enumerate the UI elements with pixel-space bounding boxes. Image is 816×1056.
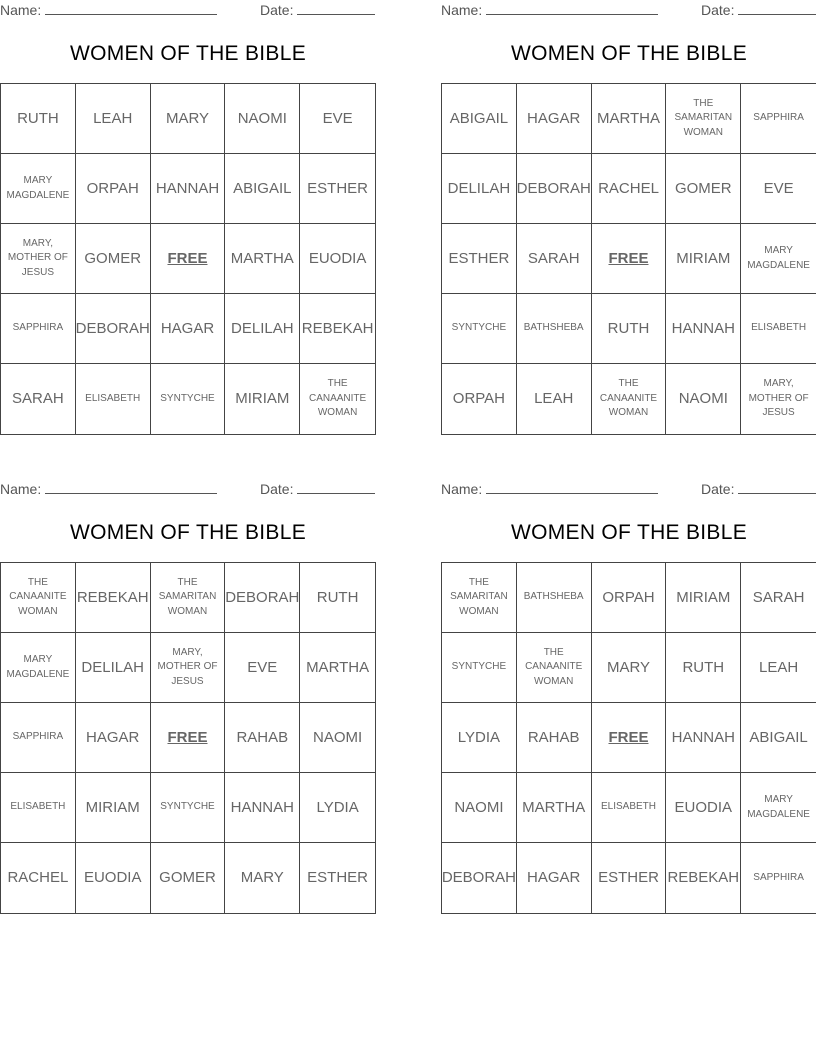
- bingo-cell[interactable]: LYDIA: [300, 773, 375, 843]
- bingo-cell[interactable]: DEBORAH: [76, 294, 151, 364]
- bingo-cell[interactable]: HAGAR: [517, 843, 592, 913]
- bingo-cell[interactable]: THE CANAANITE WOMAN: [308, 378, 367, 419]
- bingo-cell[interactable]: ESTHER: [300, 154, 375, 224]
- date-label: Date:: [260, 481, 294, 497]
- bingo-cell[interactable]: LYDIA: [442, 703, 517, 773]
- bingo-cell[interactable]: ELISABETH: [76, 364, 151, 434]
- bingo-cell[interactable]: NAOMI: [300, 703, 375, 773]
- bingo-cell[interactable]: ABIGAIL: [442, 84, 517, 154]
- bingo-cell[interactable]: RUTH: [1, 84, 76, 154]
- card-header: [441, 479, 816, 499]
- bingo-cell[interactable]: RAHAB: [225, 703, 300, 773]
- bingo-cell[interactable]: THE SAMARITAN WOMAN: [666, 84, 741, 154]
- bingo-cell[interactable]: MIRIAM: [666, 563, 741, 633]
- date-label: Date:: [260, 2, 294, 18]
- bingo-cell[interactable]: MARY, MOTHER OF JESUS: [1, 224, 76, 294]
- bingo-cell[interactable]: MARY: [225, 843, 300, 913]
- bingo-cell[interactable]: MARY: [151, 84, 226, 154]
- bingo-cell[interactable]: SYNTYCHE: [442, 294, 517, 364]
- bingo-cell[interactable]: MARTHA: [517, 773, 592, 843]
- bingo-cell[interactable]: ESTHER: [592, 843, 667, 913]
- bingo-cell[interactable]: DEBORAH: [517, 154, 592, 224]
- bingo-cell[interactable]: ORPAH: [442, 364, 517, 434]
- bingo-cell[interactable]: REBEKAH: [76, 563, 151, 633]
- bingo-grid: [441, 83, 816, 435]
- bingo-cell[interactable]: RUTH: [666, 633, 741, 703]
- bingo-cell[interactable]: LEAH: [517, 364, 592, 434]
- bingo-cell[interactable]: ELISABETH: [1, 773, 76, 843]
- bingo-cell[interactable]: MIRIAM: [666, 224, 741, 294]
- bingo-cell[interactable]: EVE: [741, 154, 816, 224]
- bingo-cell[interactable]: EUODIA: [76, 843, 151, 913]
- bingo-cell[interactable]: GOMER: [151, 843, 226, 913]
- name-blank-line[interactable]: [45, 481, 217, 494]
- name-blank-line[interactable]: [45, 2, 217, 15]
- date-blank-line[interactable]: [297, 481, 375, 494]
- bingo-cell[interactable]: MARTHA: [225, 224, 300, 294]
- bingo-cell[interactable]: BATHSHEBA: [517, 294, 592, 364]
- bingo-cell[interactable]: SARAH: [517, 224, 592, 294]
- bingo-cell[interactable]: THE CANAANITE WOMAN: [1, 563, 76, 633]
- bingo-cell[interactable]: GOMER: [76, 224, 151, 294]
- bingo-cell[interactable]: NAOMI: [442, 773, 517, 843]
- bingo-cell[interactable]: RACHEL: [1, 843, 76, 913]
- card-title: WOMEN OF THE BIBLE: [69, 521, 307, 544]
- bingo-cell[interactable]: RUTH: [592, 294, 667, 364]
- bingo-cell[interactable]: SYNTYCHE: [151, 773, 226, 843]
- bingo-cell[interactable]: THE CANAANITE WOMAN: [517, 633, 592, 703]
- bingo-cell[interactable]: HANNAH: [151, 154, 226, 224]
- bingo-cell[interactable]: MIRIAM: [225, 364, 300, 434]
- bingo-cell[interactable]: THE CANAANITE WOMAN: [592, 364, 667, 434]
- bingo-cell[interactable]: SARAH: [741, 563, 816, 633]
- bingo-cell[interactable]: GOMER: [666, 154, 741, 224]
- name-label: Name:: [441, 481, 483, 497]
- bingo-cell[interactable]: MARY MAGDALENE: [741, 773, 816, 843]
- bingo-cell[interactable]: MARY MAGDALENE: [1, 633, 76, 703]
- bingo-cell[interactable]: HAGAR: [151, 294, 226, 364]
- bingo-cell[interactable]: DEBORAH: [225, 563, 300, 633]
- bingo-cell[interactable]: SAPPHIRA: [1, 703, 76, 773]
- bingo-cell[interactable]: DEBORAH: [442, 843, 517, 913]
- date-blank-line[interactable]: [297, 2, 375, 15]
- bingo-cell[interactable]: HAGAR: [76, 703, 151, 773]
- bingo-cell[interactable]: BATHSHEBA: [517, 563, 592, 633]
- name-blank-line[interactable]: [486, 2, 658, 15]
- bingo-cell[interactable]: DELILAH: [225, 294, 300, 364]
- bingo-cell[interactable]: NAOMI: [225, 84, 300, 154]
- bingo-cell[interactable]: EUODIA: [666, 773, 741, 843]
- date-blank-line[interactable]: [738, 2, 816, 15]
- bingo-cell[interactable]: MIRIAM: [76, 773, 151, 843]
- bingo-cell[interactable]: RUTH: [300, 563, 375, 633]
- bingo-cell[interactable]: REBEKAH: [300, 294, 375, 364]
- bingo-cell[interactable]: HANNAH: [666, 294, 741, 364]
- card-header: [0, 0, 376, 20]
- card-title: WOMEN OF THE BIBLE: [69, 42, 307, 65]
- bingo-cell[interactable]: THE SAMARITAN WOMAN: [151, 563, 226, 633]
- bingo-cell[interactable]: RAHAB: [517, 703, 592, 773]
- bingo-cell[interactable]: SAPPHIRA: [741, 84, 816, 154]
- bingo-cell[interactable]: ESTHER: [307, 869, 369, 887]
- bingo-cell[interactable]: EVE: [300, 84, 375, 154]
- bingo-cell[interactable]: LEAH: [76, 84, 151, 154]
- bingo-cell[interactable]: EUODIA: [300, 224, 375, 294]
- bingo-grid: [0, 562, 376, 914]
- bingo-cell[interactable]: SAPPHIRA: [753, 871, 804, 883]
- date-label: Date:: [701, 481, 735, 497]
- bingo-cell[interactable]: MARY, MOTHER OF JESUS: [748, 378, 809, 419]
- bingo-cell[interactable]: HANNAH: [225, 773, 300, 843]
- free-space-cell[interactable]: FREE: [592, 703, 667, 773]
- bingo-cell[interactable]: EVE: [225, 633, 300, 703]
- bingo-cell[interactable]: THE SAMARITAN WOMAN: [442, 563, 517, 633]
- bingo-cell[interactable]: SAPPHIRA: [1, 294, 76, 364]
- card-header: [0, 479, 376, 499]
- bingo-cell[interactable]: REBEKAH: [666, 843, 741, 913]
- bingo-grid: [0, 83, 376, 435]
- free-space-cell[interactable]: FREE: [592, 224, 667, 294]
- bingo-cell[interactable]: MARTHA: [592, 84, 667, 154]
- bingo-cell[interactable]: HAGAR: [517, 84, 592, 154]
- bingo-grid: [441, 562, 816, 914]
- bingo-cell[interactable]: LEAH: [741, 633, 816, 703]
- name-label: Name:: [0, 2, 42, 18]
- bingo-cell[interactable]: MARY, MOTHER OF JESUS: [151, 633, 226, 703]
- name-blank-line[interactable]: [486, 481, 658, 494]
- bingo-cell[interactable]: MARY: [592, 633, 667, 703]
- bingo-cell[interactable]: MARY MAGDALENE: [1, 154, 76, 224]
- card-header: [441, 0, 816, 20]
- bingo-cell[interactable]: ELISABETH: [741, 294, 816, 364]
- bingo-cell[interactable]: HANNAH: [666, 703, 741, 773]
- free-space-cell[interactable]: FREE: [151, 703, 226, 773]
- bingo-cell[interactable]: DELILAH: [76, 633, 151, 703]
- bingo-cell[interactable]: SARAH: [1, 364, 76, 434]
- date-blank-line[interactable]: [738, 481, 816, 494]
- bingo-cell[interactable]: NAOMI: [666, 364, 741, 434]
- free-space-cell[interactable]: FREE: [151, 224, 226, 294]
- bingo-cell[interactable]: MARTHA: [300, 633, 375, 703]
- bingo-cell[interactable]: ABIGAIL: [225, 154, 300, 224]
- bingo-cell[interactable]: ORPAH: [592, 563, 667, 633]
- bingo-cell[interactable]: ESTHER: [442, 224, 517, 294]
- bingo-cell[interactable]: DELILAH: [442, 154, 517, 224]
- bingo-cell[interactable]: ELISABETH: [592, 773, 667, 843]
- bingo-cell[interactable]: ABIGAIL: [741, 703, 816, 773]
- card-title: WOMEN OF THE BIBLE: [510, 42, 748, 65]
- name-label: Name:: [0, 481, 42, 497]
- bingo-cell[interactable]: ORPAH: [76, 154, 151, 224]
- bingo-cell[interactable]: RACHEL: [592, 154, 667, 224]
- bingo-cell[interactable]: SYNTYCHE: [151, 364, 226, 434]
- name-label: Name:: [441, 2, 483, 18]
- bingo-cell[interactable]: MARY MAGDALENE: [741, 224, 816, 294]
- card-title: WOMEN OF THE BIBLE: [510, 521, 748, 544]
- bingo-cell[interactable]: SYNTYCHE: [442, 633, 517, 703]
- date-label: Date:: [701, 2, 735, 18]
